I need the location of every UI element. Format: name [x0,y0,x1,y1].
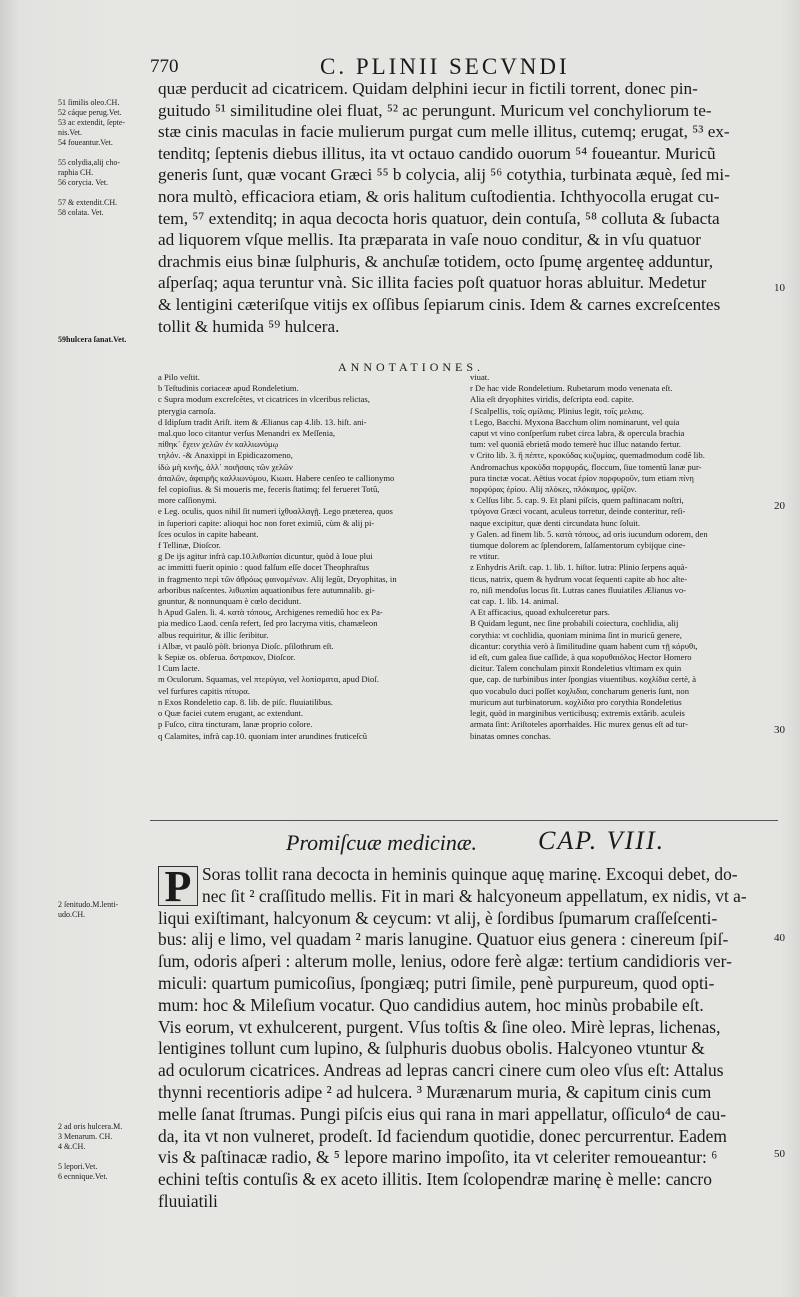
annotation-line: B Quidam legunt, nec ſine probabili coiectura, cochlidia, alij [470,618,679,629]
annotation-line: c Supra modum excreſcẽtes, vt cicatrices in vlceribus relictas, [158,394,370,405]
annotations-right-column [470,372,775,742]
annotation-line: y Galen. ad finem lib. 5. κατὰ τόπους, ad oris iucundum odorem, den [470,528,708,539]
annotation-line: que, cap. de turbinibus inter ſpongias viuentibus. κοχλίδια certè, à [470,674,697,685]
page-number: 770 [150,56,179,77]
annotation-line: re vtitur. [470,551,500,562]
text-line: da, ita vt non vulneret, prodeſt. Id faciendum quotidie, donec percurrentur. Eadem [158,1125,727,1146]
line-number: 40 [774,932,785,944]
chapter-number: CAP. VIII. [538,826,666,855]
annotation-line: k Sepiæ os. obſerua. ὄστρακον, Dioſcor. [158,652,296,663]
annotation-line: z Enhydris Ariſt. cap. 1. lib. 1. hiſtor. lutra: Plinio ſerpens aquà- [470,562,688,573]
annotation-line: t Lego, Bacchi. Myxona Bacchum olim nominarunt, vel quia [470,416,680,427]
text-line: bus: alij e limo, vel quadam ² maris lanugine. Quatuor eius genera : cinereum ſpiſ- [158,929,729,950]
line-number: 50 [774,1148,785,1160]
line-number: 10 [774,282,785,294]
text-line: generis ſunt, quæ vocant Græci ⁵⁵ b colycia, alij ⁵⁶ cotythia, turbinata æquè, ſed mi- [158,165,730,185]
text-line: echini teſtis contuſis & ex aceto illitis. Item ſcolopendræ marinę è melle: cancro [158,1169,712,1190]
annotation-line: d Idipſum tradit Ariſt. item & Ælianus cap 4.lib. 13. hiſt. ani- [158,416,367,427]
text-line: aſperſaq; aqua teruntur vnà. Sic illita facies poſt quatuor horas abluitur. Medetur [158,273,707,293]
annotation-line: fel copioſius. & Si moueris me, feceris ſtatimq; fel ferueret Totũ, [158,484,380,495]
annotation-line: ticus, natrix, quem & hydrum vocat ſequenti capite ab hoc alte- [470,573,688,584]
text-line: ad liquorem vſque mellis. Ita præparata in vaſe nouo conditur, & in vſu quatuor [158,230,701,250]
text-line: Vis eorum, vt exhulcerent, purgent. Vſus toſtis & ſine oleo. Mirè lepras, lichenas, [158,1016,721,1037]
annotation-line: vel furfures capitis πίτυρα. [158,685,250,696]
text-line: nec ſit ² craſſitudo mellis. Fit in mari & halcyoneum appellatum, ex nidis, vt a- [202,885,747,906]
annotation-line: f Tellinæ, Dioſcor. [158,540,221,551]
main-text-block [158,78,770,337]
annotation-line: gnuntur, & nonnunquam è cœlo decidunt. [158,596,302,607]
chapter-text-block [158,864,770,1213]
text-line: quæ perducit ad cicatricem. Quidam delphini iecur in fictili torrent, donec pin- [158,79,698,98]
text-line: guitudo ⁵¹ similitudine olei fluat, ⁵² ac perungunt. Muricum vel conchyliorum te- [158,100,712,120]
annotation-line: mal.quo loco citantur verſus Menandri ex Meſſenia, [158,428,336,439]
text-line: vis & paſtinacæ radio, & ⁵ lepore marino impoſito, ita vt celeriter remoueantur: ⁶ [158,1147,718,1168]
annotation-line: r De hac vide Rondeletium. Rubetarum modo venenata eſt. [470,383,673,394]
annotation-line: legit, quòd in marginibus verticibusq; extremis extãrib. aculeis [470,708,685,719]
annotation-line: b Teſtudinis coriaceæ apud Rondeletium. [158,383,299,394]
annotation-line: ro, niſi mendoſus locus ſit. Lutras canes fluuiatiles Ælianus vo- [470,584,687,595]
text-line: miculi: quartum pumicoſius, ſpongiæq; putri ſimile, penè purpureum, quod opti- [158,972,715,993]
margin-note-hulcera: 59hulcera ſanat.Vet. [58,335,127,344]
annotations-left-column [158,372,463,742]
annotation-line: i Albæ, vt paulò pòſt. brionya Dioſc. pſilothrum eſt. [158,640,334,651]
drop-cap: P [158,866,198,906]
annotation-line: id eſt, cum galea ſiue caſſide, à qua κορυθαιόλος Hector Homero [470,652,692,663]
annotation-line: ſces oculos in capite habeant. [158,528,259,539]
annotation-line: q Calamites, infrà cap.10. quoniam inter arundines fruticeſcũ [158,730,368,741]
annotation-line: a Pilo veſtit. [158,372,200,382]
line-number: 20 [774,500,785,512]
annotation-line: viuat. [470,372,490,382]
text-line: ad oculorum cicatrices. Andreas ad lepras cancri cinere cum oleo vſus eſt: Attalus [158,1060,724,1081]
annotation-line: A Et afficacius, quoad exhulceretur pars. [470,607,610,618]
text-line: fluuiatili [158,1190,218,1211]
annotation-line: ἀπαλῶν, ἀφαιρῆς καλλιωνύμου, Κιωαι. Habere cenſeo te callionymo [158,472,395,483]
text-line: tenditq; ſeptenis diebus illitus, ita vt octauo candido ouorum ⁵⁴ foueantur. Muricũ [158,143,716,163]
margin-notes-bottom: 2 ad oris hulcera.M. 3 Menarum. CH. 4 &.CH. 5 lepori.Vet. 6 ecnnique.Vet. [58,1122,123,1181]
text-line: lentigines tollunt cum lupino, & ſulphuris duobus obolis. Halcyoneo vtuntur & [158,1038,705,1059]
text-line: liqui exiſtimant, halcyonum & ceycum: vt alij, è ſordibus ſpumarum craſſeſcenti- [158,907,718,928]
text-line: & lentigini cæteriſque vitijs ex oſſibus ſepiarum cinis. Idem & carnes excreſcentes [158,294,721,314]
text-line: melle ſanat ſtrumas. Pungi piſcis eius qui rana in mari appellatur, oſſiculo⁴ de cau- [158,1103,726,1124]
annotation-line: in ſuperiori capite: alioqui hoc non foret eximiũ, cùm & alij pi- [158,517,375,528]
annotation-line: p Fuſco, citra tincturam, lanæ proprio colore. [158,719,313,730]
annotation-line: ἰδὼ μὴ κινῆς, ἀλλ᾽ ποιῆσαις τῶν χελῶν [158,461,293,472]
annotation-line: tum: vel quoniã ebrietã modo temerè huc illuc natando fertur. [470,439,681,450]
annotation-line: corythia: vt cochlidia, quoniam minima ſint in muricũ genere, [470,629,682,640]
annotation-line: naque excipitur, quæ denti circundata hunc ſoluit. [470,517,641,528]
annotation-line: pterygia carnoſa. [158,405,216,416]
annotation-line: ſ Scalpellis, τοῖς σμίλαις. Plinius legit, τοῖς μελαις. [470,405,645,416]
annotations-heading: ANNOTATIONES. [338,360,485,374]
line-number: 30 [774,724,785,736]
section-divider [150,820,778,821]
annotation-line: Andromachus κροκύδα πορφυρᾶς, floccum, ſiue tomentũ lanæ pur- [470,461,702,472]
annotation-line: tiumque dolorem ac ſplendorem, ſalſamentorum cybijque cine- [470,540,686,551]
annotation-line: arboribus naſcentes. λιθωπίαι aquationibus fere autumnalib. gi- [158,584,375,595]
text-line: thynni recentioris adipe ² ad hulcera. ³ Murænarum muria, & capitum cinis cum [158,1081,712,1102]
annotation-line: πίθηκ᾽ ἔχειν χελῶν ἐν καλλιωνύμῳ [158,439,279,450]
annotation-line: cat cap. 1. lib. 14. animal. [470,596,559,607]
annotation-line: e Leg. oculis, quos nihil ſit numeri ἰχθυαλλαγῇ. Lego præterea, quos [158,506,393,517]
annotation-line: τηλόν. -& Anaxippi in Epidicazomeno, [158,450,293,461]
annotation-line: quo vocabulo duci poſſet κοχλιδια, concharum generis ſunt, non [470,685,689,696]
annotation-line: dicitur. Talem conchulam pinxit Rondeletius vltimam ex quin [470,663,682,674]
annotation-line: Alia eſt dryophites viridis, deſcripta eod. capite. [470,394,634,405]
annotation-line: pura tinctæ vocat. Aëtius vocat ἐρίον πορφυροῦν, tum etiam πίνη [470,472,694,483]
annotation-line: m Oculorum. Squamas, vel πτερύγια, vel λοπίσματα, apud Dioſ. [158,674,379,685]
annotation-line: albus requiritur, & illic ſeribitur. [158,629,269,640]
text-line: ſum, odoris aſperi : alterum molle, lenius, odore ferè algæ: tertium candidioris ver- [158,951,732,972]
margin-notes-top: 51 ſimilis oleo.CH. 52 cáque perug.Vet. 53 ac extendit, ſepte- nis.Vet. 54 foueantur.Vet. 55 colydia,alij cho- raphia CH. 56 corycia. Vet. 57 & extendit.CH. 58 colata. Vet. [58,98,126,217]
annotation-line: in fragmento περὶ τῶν ἀθρόως φαινομένων. Alij legũt, Dryophitas, in [158,573,397,584]
annotation-line: dicantur: corythia verò à ſimilitudine quam habent cum τῇ κόρυθι, [470,640,698,651]
section-title: Promiſcuæ medicinæ. [286,830,478,855]
text-line: drachmis eius binæ ſulphuris, & anchuſæ totidem, octo ſpumę argenteę adduntur, [158,251,714,271]
text-line: Soras tollit rana decocta in heminis quinque aquę marinę. Excoqui debet, do- [202,864,738,884]
annotation-line: muricum aut turbinatorum. κοχλίδια pro corythia Rondeletius [470,696,682,707]
annotation-line: binatas omnes conchas. [470,730,551,741]
text-line: nora multò, efficaciora etiam, & oris halitum cuſtodientia. Ichthyocolla erugat cu- [158,186,720,206]
annotation-line: more caſſionymi. [158,495,217,506]
annotation-line: πορφύρας ἐρίου. Alij πλόκες, πλόκαμος, φρίζον. [470,484,637,495]
text-line: tem, ⁵⁷ extenditq; in aqua decocta horis quatuor, dein contuſa, ⁵⁸ colluta & ſubacta [158,208,720,228]
text-line: stæ cinis maculas in facie mulierum purgat cum melle illitus, cutemq; erugat, ⁵³ ex- [158,122,730,142]
annotation-line: h Apud Galen. li. 4. κατὰ τόπους, Archigenes remediũ hoc ex Pa- [158,607,383,618]
page-header [150,54,770,80]
annotation-line: v Crito lib. 3. ἢ πέπτε, κροκύδας κυζυμίας, quemadmodum codẽ lib. [470,450,705,461]
annotation-line: pia medico Laod. cenſa refert, ſed pro lacryma vitis, chamæleon [158,618,378,629]
annotation-line: caput vt vino conſperſum rubet circa labra, & opercula brachia [470,428,685,439]
annotation-line: x Celſus libr. 5. cap. 9. Et plani piſcis, quem paſtinacam noſtri, [470,495,684,506]
running-head: C. PLINII SECVNDI [320,54,570,79]
annotation-line: l Cum lacte. [158,663,200,674]
annotation-line: τρύγονα Græci vocant, aculeus torretur, deinde conteritur, reſi- [470,506,686,517]
margin-note-lenitudo: 2 ſenitudo.M.lenti- udo.CH. [58,900,119,919]
annotation-line: armata ſint: Ariſtoteles aporrhaïdes. Hic murex genus eſt ad tur- [470,719,688,730]
text-line: tollit & humida ⁵⁹ hulcera. [158,316,340,336]
annotation-line: g De ijs agitur infrà cap.10.λιθωπίαι dicuntur, quòd à Ioue plui [158,551,373,562]
annotation-line: ac immitti fuerit opinio : quod falſum eſſe docet Theophraſtus [158,562,370,573]
text-line: mum: hoc & Mileſium vocatur. Quo candidius autem, hoc minùs probabile eſt. [158,994,704,1015]
annotation-line: o Quæ faciei cutem erugant, ac extendunt. [158,708,304,719]
annotation-line: n Exos Rondeletio cap. 8. lib. de piſc. fluuiatilibus. [158,696,333,707]
